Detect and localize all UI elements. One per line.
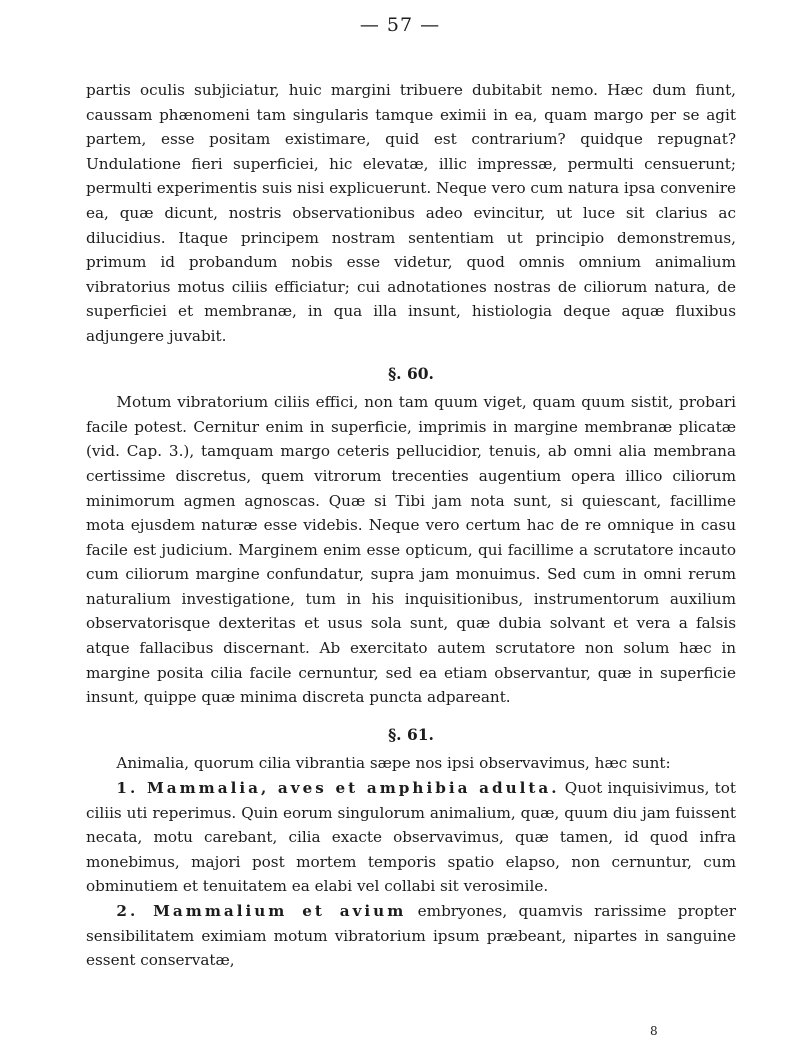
paragraph-3: Animalia, quorum cilia vibrantia sæpe nos ipsi observavimus, hæc sunt: (116, 754, 671, 773)
section-60-heading: §. 60. (388, 363, 434, 383)
list-item-2-text: embryones, quamvis rarissime propter sensibilitatem eximiam motum vibratorium ipsum præbeant, nipartes in sanguine essent conservatæ, (86, 902, 736, 970)
list-item-2 (86, 899, 736, 973)
section-61-heading: §. 61. (388, 724, 434, 744)
list-item-1 (86, 776, 736, 899)
signature-mark: 8 (650, 1024, 658, 1038)
paragraph-1: partis oculis subjiciatur, huic margini tribuere dubitabit nemo. Hæc dum fiunt, caussam phænomeni tam singularis tamque eximii in ea, quam margo per se agit partem, esse positam existimare, quid est contrarium? quidque repugnat? Undulatione fieri superficiei, hic elevatæ, illic impressæ, permulti censuerunt; permulti experimentis suis nisi explicuerunt. Neque vero cum natura ipsa convenire ea, quæ dicunt, nostris observationibus adeo evincitur, ut luce sit clarius ac dilucidius. Itaque principem nostram sententiam ut principio demonstremus, primum id probandum nobis esse videtur, quod omnis omnium animalium vibratorius motus ciliis efficiatur; cui adnotationes nostras de ciliorum natura, de superficiei et membranæ, in qua illa insunt, histiologia deque aquæ fluxibus adjungere juvabit. (86, 81, 736, 345)
paragraph-2: Motum vibratorium ciliis effici, non tam quum viget, quam quum sistit, probari facile potest. Cernitur enim in superficie, imprimis in margine membranæ plicatæ (vid. Cap. 3.), tamquam margo ceteris pellucidior, tenuis, ab omni alia membrana certissime discretus, quem vitrorum trecenties augentium opera illico ciliorum minimorum agmen agnoscas. Quæ si Tibi jam nota sunt, si quiescant, facillime mota ejusdem naturæ esse videbis. Neque vero certum hac de re omnique in casu facile est judicium. Marginem enim esse opticum, qui facillime a scrutatore incauto cum ciliorum margine confundatur, supra jam monuimus. Sed cum in omni rerum naturalium investigatione, tum in his inquisitionibus, instrumentorum auxilium observatorisque dexteritas et usus sola sunt, quæ dubia solvant et vera a falsis atque fallacibus discernant. Ab exercitato autem scrutatore non solum hæc in margine posita cilia facile cernuntur, sed ea etiam observantur, quæ in superficie insunt, quippe quæ minima discreta puncta adpareant. (86, 393, 736, 707)
page-number: — 57 — (359, 14, 441, 36)
list-item-1-label: 1. Mammalia, aves et amphibia adulta. (116, 779, 560, 798)
list-item-2-label: 2. Mammalium et avium (116, 902, 407, 920)
text-body (86, 78, 736, 973)
list-item-1-text: Quot inquisivimus, tot ciliis uti reperimus. Quin eorum singulorum animalium, quæ, quum diu jam fuissent necata, motu carebant, cilia exacte observavimus, quæ tamen, id quod infra monebimus, majori post mortem temporis spatio elapso, non cernuntur, cum obminutiem et tenuitatem ea elabi vel collabi sit verosimile. (86, 779, 736, 896)
